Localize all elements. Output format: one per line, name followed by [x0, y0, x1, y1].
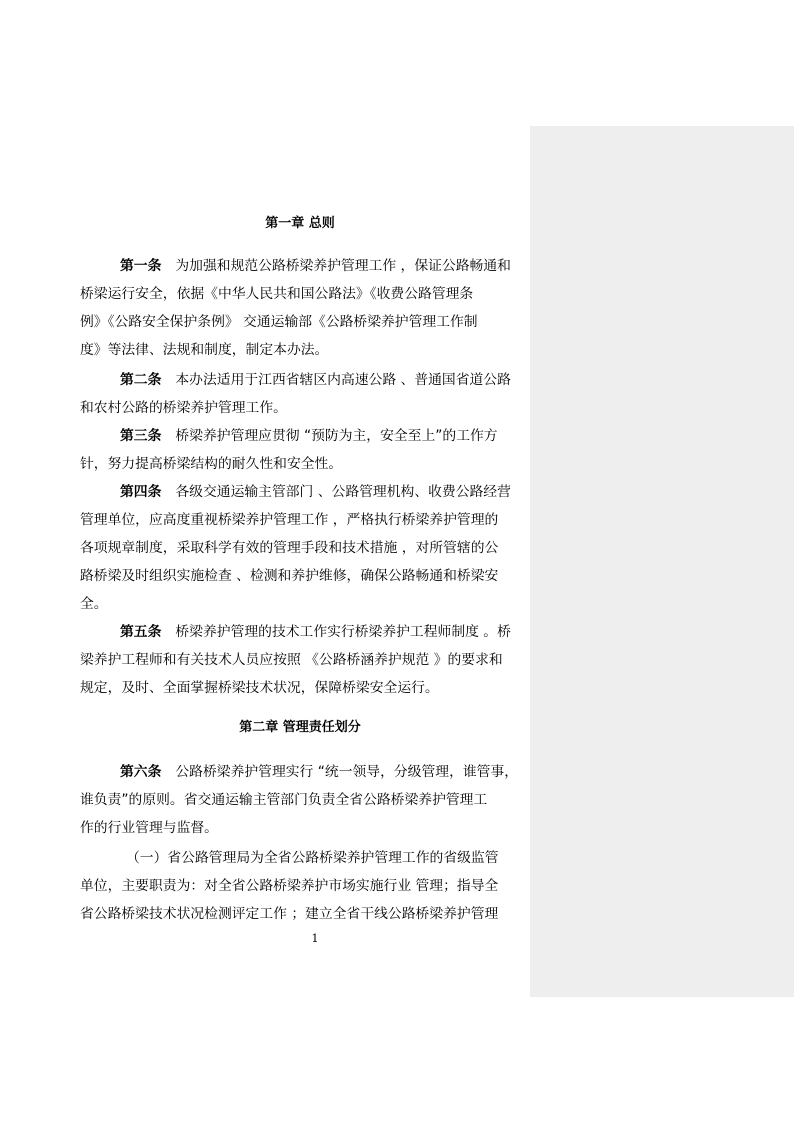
chapter-title: 第一章 总则	[265, 216, 335, 231]
paragraph-line: 桥梁运行安全，依据《中华人民共和国公路法》《收费公路管理条	[80, 286, 474, 302]
article-number: 第一条	[120, 258, 162, 274]
paragraph-line: 规定，及时、全面掌握桥梁技术状况，保障桥梁安全运行。	[80, 680, 439, 696]
paragraph-line: 梁养护工程师和有关技术人员应按照 《公路桥涵养护规范 》的要求和	[80, 652, 503, 668]
paragraph-line: 单位，主要职责为：对全省公路桥梁养护市场实施行业 管理；指导全	[80, 878, 499, 894]
article-number: 第五条	[120, 624, 162, 640]
comment-pane	[530, 126, 794, 997]
paragraph-line: 全。	[80, 596, 108, 612]
paragraph-line: （一）省公路管理局为全省公路桥梁养护管理工作的省级监管	[126, 850, 499, 866]
paragraph-line: 第三条 桥梁养护管理应贯彻 “预防为主，安全至上”的工作方	[120, 428, 498, 444]
paragraph-line: 作的行业管理与监督。	[80, 820, 218, 836]
chapter-title: 第二章 管理责任划分	[239, 720, 361, 735]
paragraph-line: 谁负责”的原则。省交通运输主管部门负责全省公路桥梁养护管理工	[80, 792, 488, 808]
article-number: 第三条	[120, 428, 162, 444]
paragraph-line: 例》《公路安全保护条例》 交通运输部《公路桥梁养护管理工作制	[80, 314, 478, 330]
paragraph-line: 省公路桥梁技术状况检测评定工作 ；建立全省干线公路桥梁养护管理	[80, 906, 499, 922]
paragraph-line: 路桥梁及时组织实施检查 、检测和养护维修，确保公路畅通和桥梁安	[80, 568, 499, 584]
paragraph-line: 第六条 公路桥梁养护管理实行 “统一领导，分级管理，谁管事，	[120, 764, 519, 780]
paragraph-line: 针，努力提高桥梁结构的耐久性和安全性。	[80, 456, 343, 472]
paragraph-line: 和农村公路的桥梁养护管理工作。	[80, 400, 287, 416]
article-number: 第四条	[120, 484, 162, 500]
paragraph-line: 第一条 为加强和规范公路桥梁养护管理工作 ，保证公路畅通和	[120, 258, 511, 274]
article-number: 第二条	[120, 372, 162, 388]
article-number: 第六条	[120, 764, 162, 780]
paragraph-line: 管理单位，应高度重视桥梁养护管理工作 ，严格执行桥梁养护管理的	[80, 512, 499, 528]
document-page	[80, 0, 520, 1123]
page-number: 1	[311, 932, 319, 945]
paragraph-line: 第五条 桥梁养护管理的技术工作实行桥梁养护工程师制度 。桥	[120, 624, 511, 640]
paragraph-line: 各项规章制度，采取科学有效的管理手段和技术措施 ，对所管辖的公	[80, 540, 499, 556]
paragraph-line: 第二条 本办法适用于江西省辖区内高速公路 、普通国省道公路	[120, 372, 511, 388]
paragraph-line: 第四条 各级交通运输主管部门 、公路管理机构、收费公路经营	[120, 484, 511, 500]
paragraph-line: 度》等法律、法规和制度，制定本办法。	[80, 342, 329, 358]
